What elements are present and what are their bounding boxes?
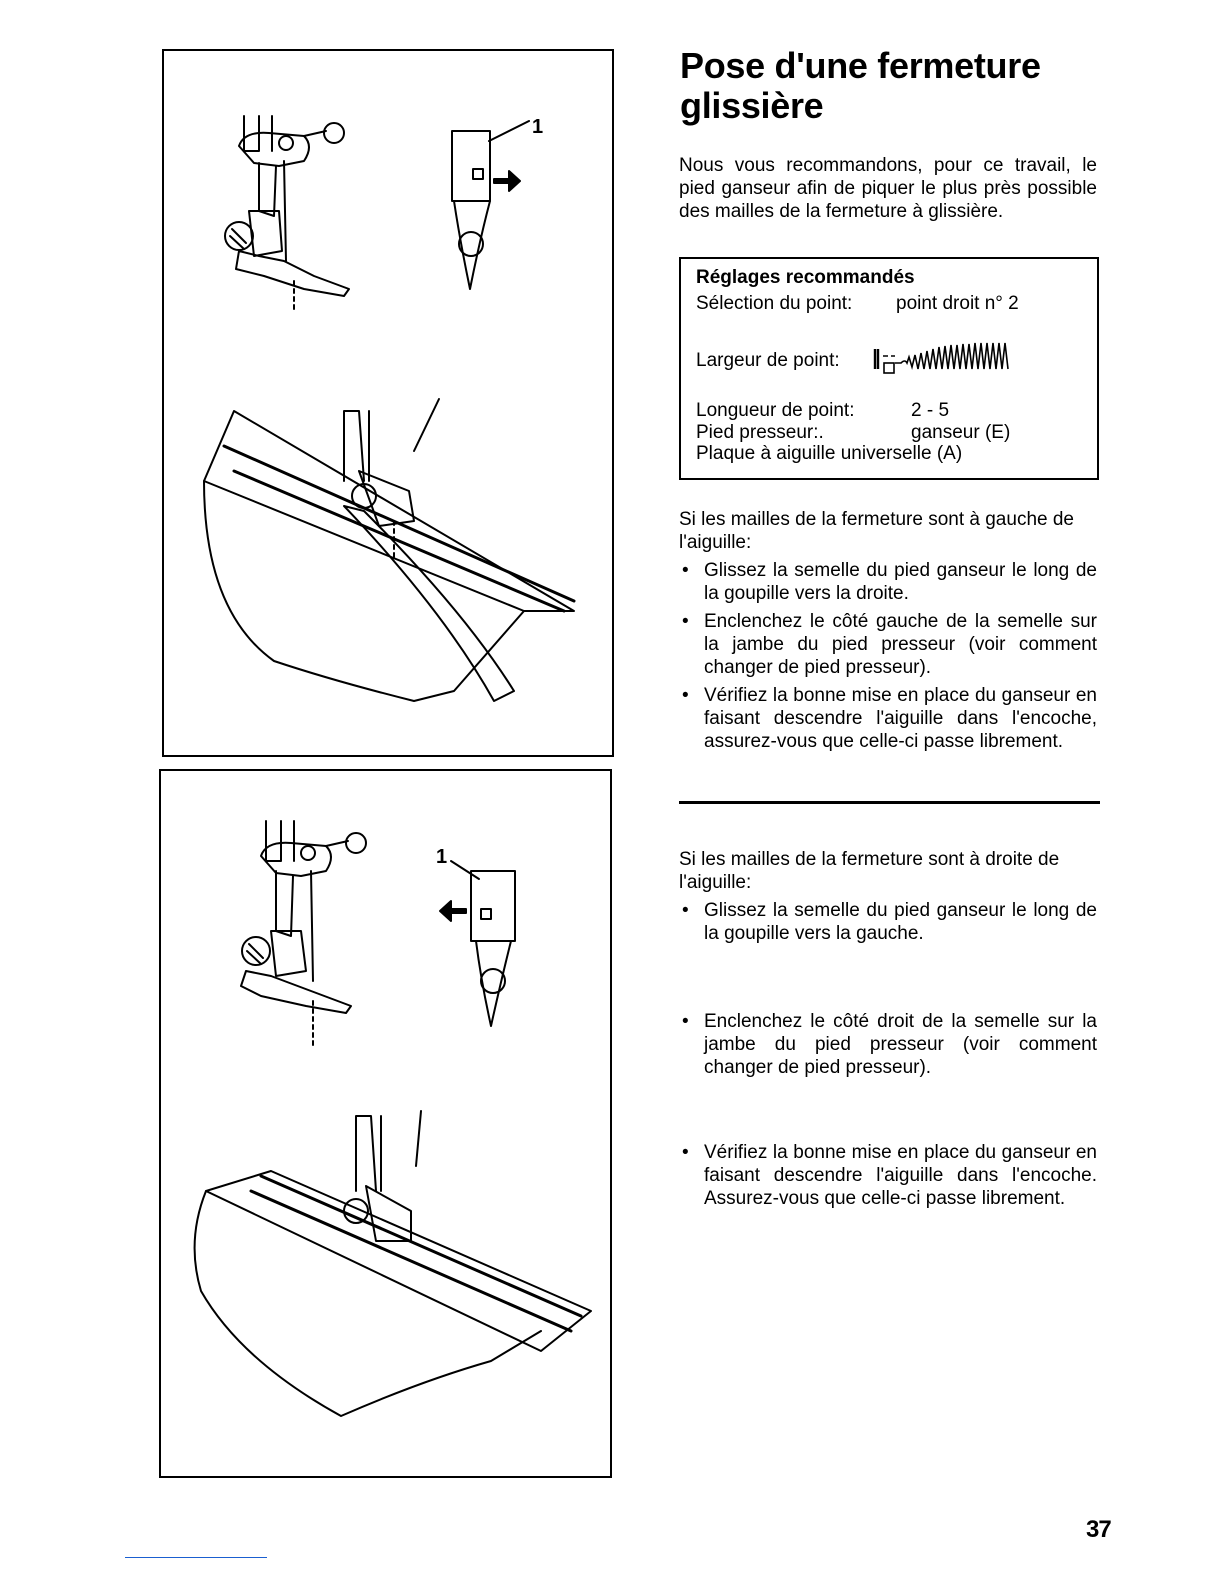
callout-top: 1 <box>532 116 544 138</box>
ganseur-foot-detail <box>452 121 529 289</box>
right-section-list-3 <box>679 1141 1097 1215</box>
presser-foot-label: Pied presseur:. <box>696 422 824 443</box>
page-number: 37 <box>1086 1516 1111 1543</box>
list-item: • Glissez la semelle du pied ganseur le long de la goupille vers la droite. <box>682 560 1097 604</box>
needle-plate: Plaque à aiguille universelle (A) <box>696 443 963 464</box>
presser-foot-value: ganseur (E) <box>911 422 1011 443</box>
illustration-top <box>162 49 614 757</box>
stitch-length-label: Longueur de point: <box>696 400 855 421</box>
bullet-icon: • <box>682 1011 689 1032</box>
right-section-intro: Si les mailles de la fermeture sont à droite de l'aiguille: <box>679 849 1060 893</box>
stitch-width-label: Largeur de point: <box>696 350 840 371</box>
left-section-list <box>679 559 1097 758</box>
stitch-selection-value: point droit n° 2 <box>896 293 1019 314</box>
illustration-bottom <box>159 769 612 1478</box>
bullet-icon: • <box>682 1142 689 1163</box>
zipper-left-illustration <box>164 51 612 755</box>
page-title: Pose d'une fermeture glissière <box>680 45 1041 126</box>
list-item: • Glissez la semelle du pied ganseur le long de la goupille vers la gauche. <box>682 900 1097 944</box>
list-item: • Enclenchez le côté droit de la semelle sur la jambe du pied presseur (voir comment changer de pied presseur). <box>682 1011 1097 1078</box>
section-divider <box>679 801 1100 804</box>
list-item: • Enclenchez le côté gauche de la semelle sur la jambe du pied presseur (voir comment changer de pied presseur). <box>682 611 1097 678</box>
bullet-icon: • <box>682 611 689 632</box>
ganseur-foot-detail <box>440 861 515 1026</box>
stitch-width-scale-icon <box>871 341 1031 381</box>
presser-foot-drawing <box>241 821 366 1046</box>
presser-foot-drawing <box>225 116 349 313</box>
left-section-intro: Si les mailles de la fermeture sont à gauche de l'aiguille: <box>679 509 1074 553</box>
settings-box <box>679 257 1099 480</box>
intro-paragraph: Nous vous recommandons, pour ce travail, le pied ganseur afin de piquer le plus près possible des mailles de la fermeture à glissière. <box>679 155 1097 222</box>
zipper-right-illustration <box>161 771 610 1476</box>
list-item: • Vérifiez la bonne mise en place du ganseur en faisant descendre l'aiguille dans l'encoche. Assurez-vous que celle-ci passe librement. <box>682 1142 1097 1209</box>
bullet-icon: • <box>682 560 689 581</box>
stitch-selection-label: Sélection du point: <box>696 293 853 314</box>
callout-bottom: 1 <box>436 846 448 868</box>
right-section-list-2 <box>679 1010 1097 1084</box>
fabric-zipper-drawing <box>204 399 574 701</box>
footer-line <box>125 1557 267 1558</box>
settings-heading: Réglages recommandés <box>696 267 915 288</box>
bullet-icon: • <box>682 685 689 706</box>
list-item: • Vérifiez la bonne mise en place du ganseur en faisant descendre l'aiguille dans l'encoche, assurez-vous que celle-ci passe librement. <box>682 685 1097 752</box>
stitch-length-value: 2 - 5 <box>911 400 950 421</box>
fabric-zipper-drawing <box>195 1111 591 1416</box>
right-section-list-1 <box>679 899 1097 950</box>
bullet-icon: • <box>682 900 689 921</box>
